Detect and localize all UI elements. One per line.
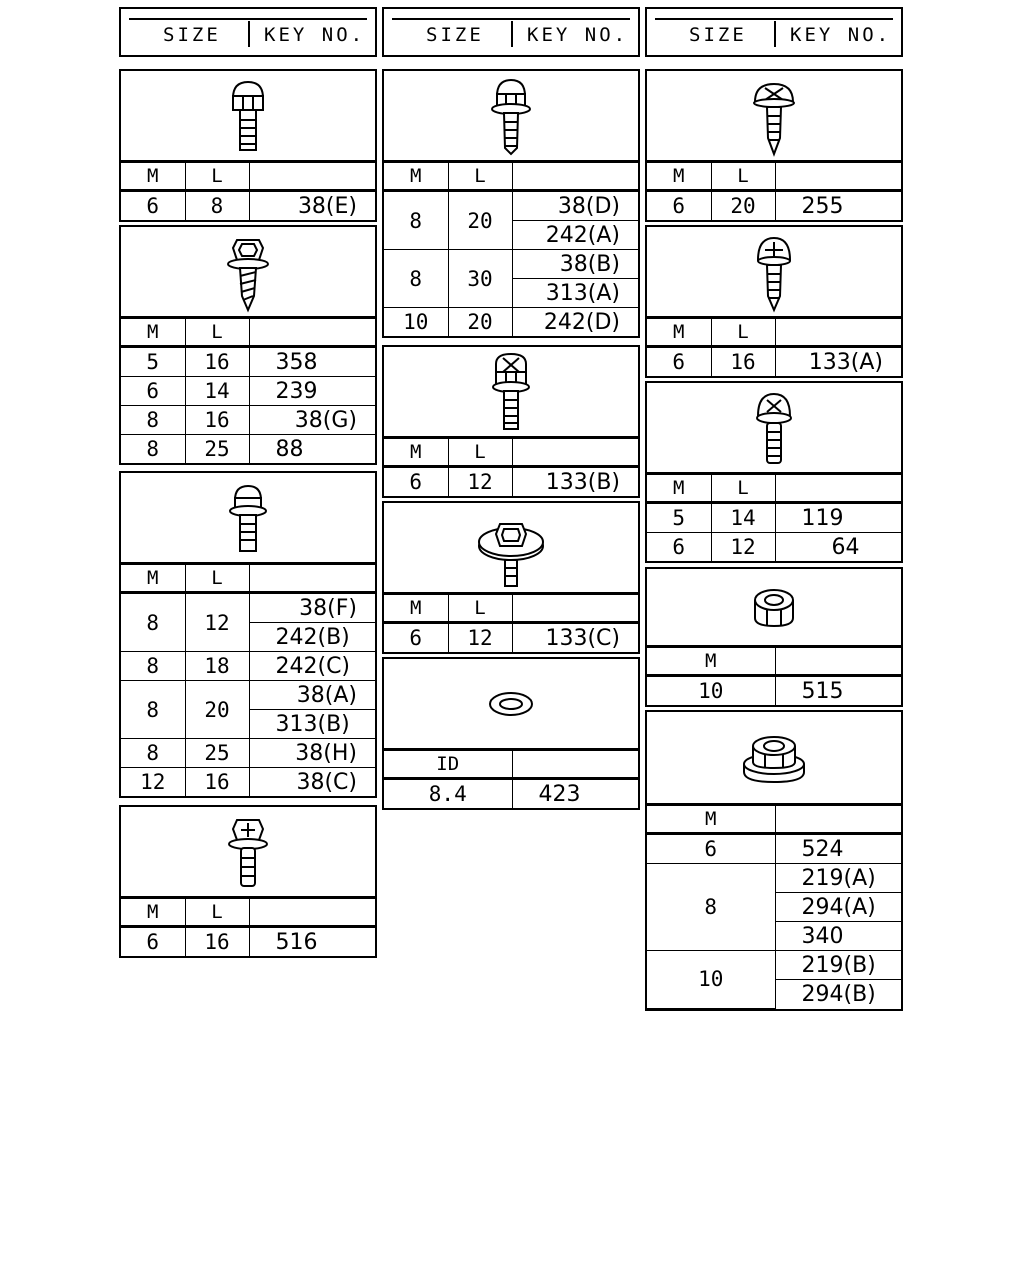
l-value: 16 [185, 927, 249, 957]
key-no: 88 [249, 435, 375, 464]
table-row [647, 834, 901, 864]
fastener-block-phillips-tapping-screw [645, 69, 903, 222]
key-no: 38(E) [249, 191, 375, 221]
hex-phillips-bolt-icon [121, 807, 375, 898]
table-row [121, 652, 375, 681]
fastener-block-phillips-tapping-screw-2 [645, 225, 903, 378]
table-row [121, 768, 375, 797]
l-header: L [711, 163, 775, 191]
key-no: 38(G) [249, 406, 375, 435]
size-label: SIZE [689, 24, 747, 46]
key-no: 219(A) [775, 864, 901, 893]
table-row [121, 191, 375, 221]
phillips-tapping-screw-icon [647, 227, 901, 318]
l-value: 18 [185, 652, 249, 681]
l-value: 20 [448, 308, 512, 337]
m-value: 8 [121, 593, 185, 652]
table-row [647, 347, 901, 377]
table-row [384, 623, 638, 653]
table-row [384, 191, 638, 221]
id-header: ID [384, 751, 512, 779]
m-value: 6 [647, 834, 775, 864]
m-value: 6 [121, 191, 185, 221]
id-value: 8.4 [384, 779, 512, 809]
l-header: L [711, 319, 775, 347]
m-value: 8 [121, 681, 185, 739]
m-value: 6 [647, 533, 711, 562]
m-header: M [647, 806, 775, 834]
key-no: 38(B) [512, 250, 638, 279]
table-row [384, 308, 638, 337]
key-no: 242(B) [249, 623, 375, 652]
m-value: 10 [647, 676, 775, 706]
key-no: 423 [512, 779, 638, 809]
table-row [647, 533, 901, 562]
key-no: 133(B) [512, 467, 638, 497]
m-value: 8 [384, 250, 448, 308]
table-row [121, 435, 375, 464]
key-no: 239 [249, 377, 375, 406]
table-row [647, 676, 901, 706]
key-no: 119 [775, 503, 901, 533]
key-no-label: KEY NO. [264, 24, 366, 46]
phillips-screw-icon [647, 383, 901, 474]
fastener-block-flange-bolt-2 [382, 69, 640, 338]
key-no: 358 [249, 347, 375, 377]
m-value: 6 [647, 347, 711, 377]
key-no: 242(C) [249, 652, 375, 681]
m-value: 10 [384, 308, 448, 337]
m-value: 5 [647, 503, 711, 533]
key-no: 294(B) [775, 980, 901, 1009]
key-no: 38(A) [249, 681, 375, 710]
l-value: 12 [448, 467, 512, 497]
key-no: 294(A) [775, 893, 901, 922]
l-value: 12 [711, 533, 775, 562]
key-no: 340 [775, 922, 901, 951]
key-no: 38(D) [512, 191, 638, 221]
size-key-header-col1 [119, 7, 377, 57]
table-row [647, 503, 901, 533]
m-value: 8 [121, 406, 185, 435]
size-label: SIZE [426, 24, 484, 46]
m-value: 8 [647, 864, 775, 951]
key-no: 38(C) [249, 768, 375, 797]
l-value: 25 [185, 435, 249, 464]
l-value: 25 [185, 739, 249, 768]
key-no-label: KEY NO. [527, 24, 629, 46]
key-no: 219(B) [775, 951, 901, 980]
table-row [121, 927, 375, 957]
fastener-block-hex-bolt [119, 69, 377, 222]
table-row [647, 864, 901, 893]
hex-cross-bolt-icon [384, 347, 638, 438]
hex-tapping-screw-icon [121, 227, 375, 318]
key-no: 38(H) [249, 739, 375, 768]
l-header: L [185, 899, 249, 927]
table-row [647, 951, 901, 980]
m-value: 6 [121, 377, 185, 406]
l-value: 16 [185, 347, 249, 377]
m-value: 10 [647, 951, 775, 1009]
l-value: 20 [711, 191, 775, 221]
table-row [121, 681, 375, 710]
key-no: 242(A) [512, 221, 638, 250]
m-header: M [121, 899, 185, 927]
fastener-block-hex-phillips-bolt [119, 805, 377, 958]
table-row [121, 406, 375, 435]
table-row [121, 377, 375, 406]
table-row [121, 347, 375, 377]
key-no: 64 [775, 533, 901, 562]
size-key-header-col3 [645, 7, 903, 57]
key-no: 515 [775, 676, 901, 706]
flange-nut-icon [647, 712, 901, 805]
flange-bolt-icon [384, 71, 638, 162]
m-value: 6 [647, 191, 711, 221]
l-value: 16 [185, 406, 249, 435]
m-value: 12 [121, 768, 185, 797]
l-value: 14 [711, 503, 775, 533]
l-header: L [185, 319, 249, 347]
key-no: 133(C) [512, 623, 638, 653]
size-key-header-col2 [382, 7, 640, 57]
fastener-block-hex-tapping-screw [119, 225, 377, 465]
l-value: 14 [185, 377, 249, 406]
key-no: 133(A) [775, 347, 901, 377]
l-header: L [711, 475, 775, 503]
fastener-block-flange-nut [645, 710, 903, 1011]
key-no: 38(F) [249, 593, 375, 623]
m-header: M [647, 319, 711, 347]
key-no-label: KEY NO. [790, 24, 892, 46]
m-header: M [121, 163, 185, 191]
l-value: 30 [448, 250, 512, 308]
m-value: 6 [384, 467, 448, 497]
m-value: 5 [121, 347, 185, 377]
l-value: 12 [185, 593, 249, 652]
l-header: L [448, 595, 512, 623]
l-header: L [448, 163, 512, 191]
key-no: 313(B) [249, 710, 375, 739]
m-header: M [121, 319, 185, 347]
nut-icon [647, 569, 901, 647]
flange-bolt-icon [121, 473, 375, 564]
l-header: L [185, 565, 249, 593]
m-header: M [647, 475, 711, 503]
key-no: 313(A) [512, 279, 638, 308]
fastener-block-washer [382, 657, 640, 810]
key-no: 242(D) [512, 308, 638, 337]
m-value: 6 [384, 623, 448, 653]
m-value: 8 [121, 652, 185, 681]
fastener-block-flange-bolt [119, 471, 377, 798]
l-header: L [185, 163, 249, 191]
phillips-tapping-screw-icon [647, 71, 901, 162]
fastener-block-washer-bolt [382, 501, 640, 654]
l-value: 8 [185, 191, 249, 221]
hex-bolt-icon [121, 71, 375, 162]
l-value: 20 [185, 681, 249, 739]
l-value: 12 [448, 623, 512, 653]
key-no: 524 [775, 834, 901, 864]
key-no: 255 [775, 191, 901, 221]
table-row [384, 467, 638, 497]
l-header: L [448, 439, 512, 467]
m-value: 8 [384, 191, 448, 250]
key-no: 516 [249, 927, 375, 957]
m-header: M [384, 439, 448, 467]
table-row [121, 593, 375, 623]
m-value: 6 [121, 927, 185, 957]
m-value: 8 [121, 435, 185, 464]
m-header: M [647, 648, 775, 676]
washer-icon [384, 659, 638, 750]
size-label: SIZE [163, 24, 221, 46]
table-row [384, 250, 638, 279]
l-value: 16 [711, 347, 775, 377]
fastener-block-phillips-screw [645, 381, 903, 563]
m-value: 8 [121, 739, 185, 768]
table-row [121, 739, 375, 768]
washer-bolt-icon [384, 503, 638, 594]
fastener-block-hex-cross-bolt [382, 345, 640, 498]
table-row [384, 779, 638, 809]
fastener-block-nut [645, 567, 903, 707]
m-header: M [384, 595, 448, 623]
l-value: 16 [185, 768, 249, 797]
table-row [647, 191, 901, 221]
m-header: M [121, 565, 185, 593]
m-header: M [384, 163, 448, 191]
l-value: 20 [448, 191, 512, 250]
m-header: M [647, 163, 711, 191]
